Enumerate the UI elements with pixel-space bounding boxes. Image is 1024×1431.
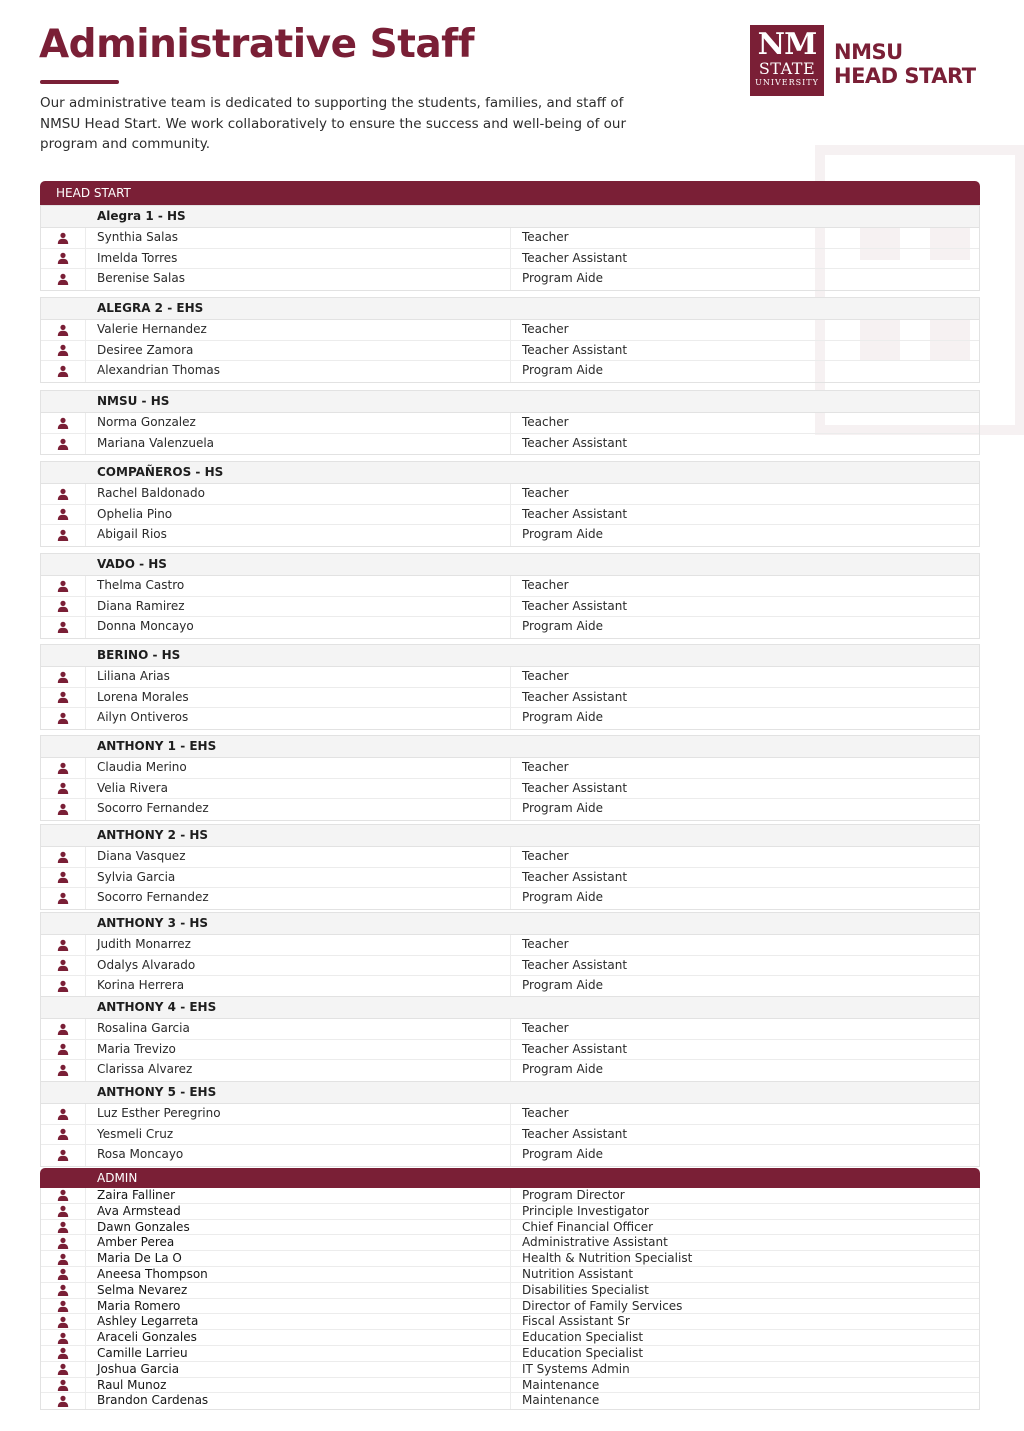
nm-state-logo (750, 25, 824, 96)
staff-row (41, 1125, 979, 1146)
staff-row (41, 505, 979, 526)
class-group-title: NMSU - HS (41, 390, 979, 413)
staff-row (41, 779, 979, 800)
staff-row (41, 935, 979, 956)
staff-name: Thelma Castro (86, 576, 511, 596)
staff-role: Fiscal Assistant Sr (522, 1314, 630, 1329)
staff-role: Education Specialist (522, 1330, 644, 1345)
staff-row (41, 1330, 979, 1346)
staff-role: Disabilities Specialist (522, 1282, 649, 1297)
staff-row (41, 1299, 979, 1315)
staff-name: Odalys Alvarado (86, 956, 511, 976)
person-icon (41, 1393, 86, 1409)
staff-row (41, 1188, 979, 1204)
person-icon (41, 1346, 86, 1361)
staff-row (41, 249, 979, 270)
person-icon (41, 1060, 86, 1081)
staff-name: Sylvia Garcia (86, 868, 511, 888)
admin-staff-list (40, 1188, 980, 1410)
staff-row (41, 1314, 979, 1330)
staff-role: Teacher (522, 322, 569, 336)
person-icon (41, 1283, 86, 1298)
staff-name: Judith Monarrez (86, 935, 511, 955)
staff-name: Maria Trevizo (86, 1040, 511, 1060)
staff-row (41, 1267, 979, 1283)
staff-row (41, 976, 979, 997)
person-icon (41, 413, 86, 433)
section-label: ADMIN (97, 1171, 138, 1185)
staff-role: Teacher Assistant (522, 869, 628, 884)
person-icon (41, 617, 86, 638)
class-group (40, 1081, 980, 1167)
staff-row (41, 576, 979, 597)
staff-role: Administrative Assistant (522, 1235, 668, 1250)
class-group (40, 996, 980, 1082)
class-group (40, 735, 980, 821)
staff-row (41, 799, 979, 820)
person-icon (41, 505, 86, 525)
person-icon (41, 228, 86, 248)
staff-role: Teacher (522, 760, 569, 774)
person-icon (41, 667, 86, 687)
staff-role: Program Aide (522, 1062, 603, 1076)
staff-row (41, 1204, 979, 1220)
staff-role: Teacher Assistant (522, 250, 628, 265)
staff-name: Abigail Rios (86, 525, 511, 546)
person-icon (41, 1145, 86, 1166)
staff-name: Valerie Hernandez (86, 320, 511, 340)
class-group-title: ANTHONY 2 - HS (41, 824, 979, 847)
staff-role: Teacher Assistant (522, 1126, 628, 1141)
staff-role: Teacher (522, 937, 569, 951)
staff-role: IT Systems Admin (522, 1361, 630, 1376)
person-icon (41, 361, 86, 382)
section-header-admin (40, 1168, 980, 1188)
staff-row (41, 617, 979, 638)
staff-name: Socorro Fernandez (86, 888, 511, 909)
person-icon (41, 1104, 86, 1124)
staff-name: Zaira Falliner (86, 1188, 511, 1203)
staff-row (41, 341, 979, 362)
staff-name: Ailyn Ontiveros (86, 708, 511, 729)
staff-name: Joshua Garcia (86, 1362, 511, 1377)
staff-role: Teacher Assistant (522, 957, 628, 972)
staff-role: Teacher (522, 578, 569, 592)
staff-row (41, 688, 979, 709)
person-icon (41, 1314, 86, 1329)
staff-name: Synthia Salas (86, 228, 511, 248)
person-icon (41, 1125, 86, 1145)
staff-name: Socorro Fernandez (86, 799, 511, 820)
staff-role: Program Aide (522, 1147, 603, 1161)
staff-name: Rachel Baldonado (86, 484, 511, 504)
staff-role: Health & Nutrition Specialist (522, 1251, 693, 1266)
staff-row (41, 413, 979, 434)
staff-name: Amber Perea (86, 1235, 511, 1250)
staff-role: Teacher Assistant (522, 780, 628, 795)
person-icon (41, 320, 86, 340)
staff-role: Teacher (522, 669, 569, 683)
person-icon (41, 269, 86, 290)
staff-row (41, 269, 979, 290)
staff-role: Director of Family Services (522, 1298, 683, 1313)
staff-role: Nutrition Assistant (522, 1266, 634, 1281)
person-icon (41, 976, 86, 997)
staff-row (41, 597, 979, 618)
staff-row (41, 1220, 979, 1236)
staff-row (41, 320, 979, 341)
logo-state: STATE (758, 59, 816, 78)
staff-row (41, 1251, 979, 1267)
person-icon (41, 1220, 86, 1235)
person-icon (41, 799, 86, 820)
person-icon (41, 708, 86, 729)
staff-row (41, 1145, 979, 1166)
staff-row (41, 1040, 979, 1061)
staff-row (41, 228, 979, 249)
brand-line-2: HEAD START (834, 64, 976, 88)
staff-role: Teacher (522, 1021, 569, 1035)
person-icon (41, 1019, 86, 1039)
class-group (40, 824, 980, 910)
staff-name: Desiree Zamora (86, 341, 511, 361)
class-group (40, 461, 980, 547)
staff-name: Liliana Arias (86, 667, 511, 687)
class-group-title: VADO - HS (41, 553, 979, 576)
staff-role: Teacher (522, 230, 569, 244)
person-icon (41, 1267, 86, 1282)
staff-name: Luz Esther Peregrino (86, 1104, 511, 1124)
person-icon (41, 1378, 86, 1393)
staff-row (41, 1378, 979, 1394)
class-group (40, 912, 980, 998)
person-icon (41, 847, 86, 867)
person-icon (41, 956, 86, 976)
staff-row (41, 708, 979, 729)
section-label: HEAD START (56, 186, 131, 200)
person-icon (41, 249, 86, 269)
staff-name: Selma Nevarez (86, 1283, 511, 1298)
person-icon (41, 935, 86, 955)
class-group-title: BERINO - HS (41, 644, 979, 667)
staff-role: Teacher Assistant (522, 689, 628, 704)
class-group-title: ALEGRA 2 - EHS (41, 297, 979, 320)
staff-role: Teacher (522, 1106, 569, 1120)
staff-role: Program Aide (522, 710, 603, 724)
class-group (40, 205, 980, 291)
section-header-head-start (40, 181, 980, 205)
staff-name: Aneesa Thompson (86, 1267, 511, 1282)
person-icon (41, 1188, 86, 1203)
staff-role: Maintenance (522, 1377, 600, 1392)
person-icon (41, 341, 86, 361)
staff-row (41, 667, 979, 688)
person-icon (41, 525, 86, 546)
staff-row (41, 1104, 979, 1125)
staff-role: Program Aide (522, 527, 603, 541)
title-underline (40, 80, 119, 84)
person-icon (41, 688, 86, 708)
person-icon (41, 868, 86, 888)
staff-row (41, 1019, 979, 1040)
class-group (40, 553, 980, 639)
staff-name: Camille Larrieu (86, 1346, 511, 1361)
staff-row (41, 868, 979, 889)
class-group (40, 390, 980, 455)
person-icon (41, 484, 86, 504)
staff-name: Imelda Torres (86, 249, 511, 269)
staff-name: Alexandrian Thomas (86, 361, 511, 382)
staff-row (41, 1283, 979, 1299)
staff-name: Lorena Morales (86, 688, 511, 708)
staff-name: Diana Ramirez (86, 597, 511, 617)
logo-university: UNIVERSITY (755, 78, 819, 87)
staff-row (41, 847, 979, 868)
class-group-title: ANTHONY 5 - EHS (41, 1081, 979, 1104)
staff-name: Maria Romero (86, 1299, 511, 1314)
person-icon (41, 1235, 86, 1250)
staff-role: Teacher (522, 486, 569, 500)
class-group-title: COMPAÑEROS - HS (41, 461, 979, 484)
staff-role: Program Aide (522, 978, 603, 992)
staff-role: Teacher Assistant (522, 342, 628, 357)
staff-name: Diana Vasquez (86, 847, 511, 867)
person-icon (41, 1040, 86, 1060)
staff-name: Velia Rivera (86, 779, 511, 799)
staff-row (41, 956, 979, 977)
staff-name: Araceli Gonzales (86, 1330, 511, 1345)
staff-row (41, 1393, 979, 1409)
class-group-title: ANTHONY 1 - EHS (41, 735, 979, 758)
person-icon (41, 779, 86, 799)
staff-role: Education Specialist (522, 1345, 644, 1360)
staff-row (41, 525, 979, 546)
staff-name: Rosalina Garcia (86, 1019, 511, 1039)
person-icon (41, 576, 86, 596)
staff-row (41, 1362, 979, 1378)
staff-name: Dawn Gonzales (86, 1220, 511, 1235)
brand-name (834, 40, 976, 88)
staff-row (41, 484, 979, 505)
staff-row (41, 1235, 979, 1251)
staff-name: Clarissa Alvarez (86, 1060, 511, 1081)
staff-name: Raul Munoz (86, 1378, 511, 1393)
page-title: Administrative Staff (39, 22, 475, 67)
staff-name: Berenise Salas (86, 269, 511, 290)
staff-name: Mariana Valenzuela (86, 434, 511, 455)
staff-role: Program Aide (522, 271, 603, 285)
person-icon (41, 597, 86, 617)
staff-role: Teacher Assistant (522, 435, 628, 450)
staff-row (41, 361, 979, 382)
class-group (40, 297, 980, 383)
staff-role: Chief Financial Officer (522, 1219, 654, 1234)
staff-role: Program Aide (522, 619, 603, 633)
class-group-title: Alegra 1 - HS (41, 205, 979, 228)
staff-name: Ava Armstead (86, 1204, 511, 1219)
staff-role: Principle Investigator (522, 1203, 649, 1218)
person-icon (41, 888, 86, 909)
class-group-title: ANTHONY 3 - HS (41, 912, 979, 935)
person-icon (41, 1330, 86, 1345)
staff-role: Teacher (522, 415, 569, 429)
person-icon (41, 1251, 86, 1266)
staff-name: Norma Gonzalez (86, 413, 511, 433)
staff-row (41, 888, 979, 909)
staff-role: Program Aide (522, 801, 603, 815)
staff-role: Maintenance (522, 1393, 600, 1408)
staff-name: Brandon Cardenas (86, 1393, 511, 1409)
person-icon (41, 434, 86, 455)
class-group-title: ANTHONY 4 - EHS (41, 996, 979, 1019)
staff-row (41, 434, 979, 455)
intro-paragraph: Our administrative team is dedicated to supporting the students, families, and staff of NMSU Head Start. We work collaboratively to ensure the success and well-being of our program and community. (40, 95, 627, 152)
staff-role: Program Aide (522, 363, 603, 377)
staff-name: Maria De La O (86, 1251, 511, 1266)
staff-name: Ashley Legarreta (86, 1314, 511, 1329)
staff-row (41, 758, 979, 779)
staff-role: Teacher Assistant (522, 1041, 628, 1056)
person-icon (41, 1362, 86, 1377)
person-icon (41, 1299, 86, 1314)
logo-nm: NM (757, 27, 817, 62)
staff-row (41, 1346, 979, 1362)
staff-name: Yesmeli Cruz (86, 1125, 511, 1145)
staff-name: Claudia Merino (86, 758, 511, 778)
staff-name: Ophelia Pino (86, 505, 511, 525)
staff-role: Teacher (522, 849, 569, 863)
staff-row (41, 1060, 979, 1081)
staff-name: Donna Moncayo (86, 617, 511, 638)
staff-role: Teacher Assistant (522, 598, 628, 613)
person-icon (41, 1204, 86, 1219)
brand-line-1: NMSU (834, 40, 903, 64)
staff-role: Program Director (522, 1188, 625, 1202)
person-icon (41, 758, 86, 778)
staff-name: Korina Herrera (86, 976, 511, 997)
staff-name: Rosa Moncayo (86, 1145, 511, 1166)
staff-role: Program Aide (522, 890, 603, 904)
staff-role: Teacher Assistant (522, 506, 628, 521)
class-group (40, 644, 980, 730)
